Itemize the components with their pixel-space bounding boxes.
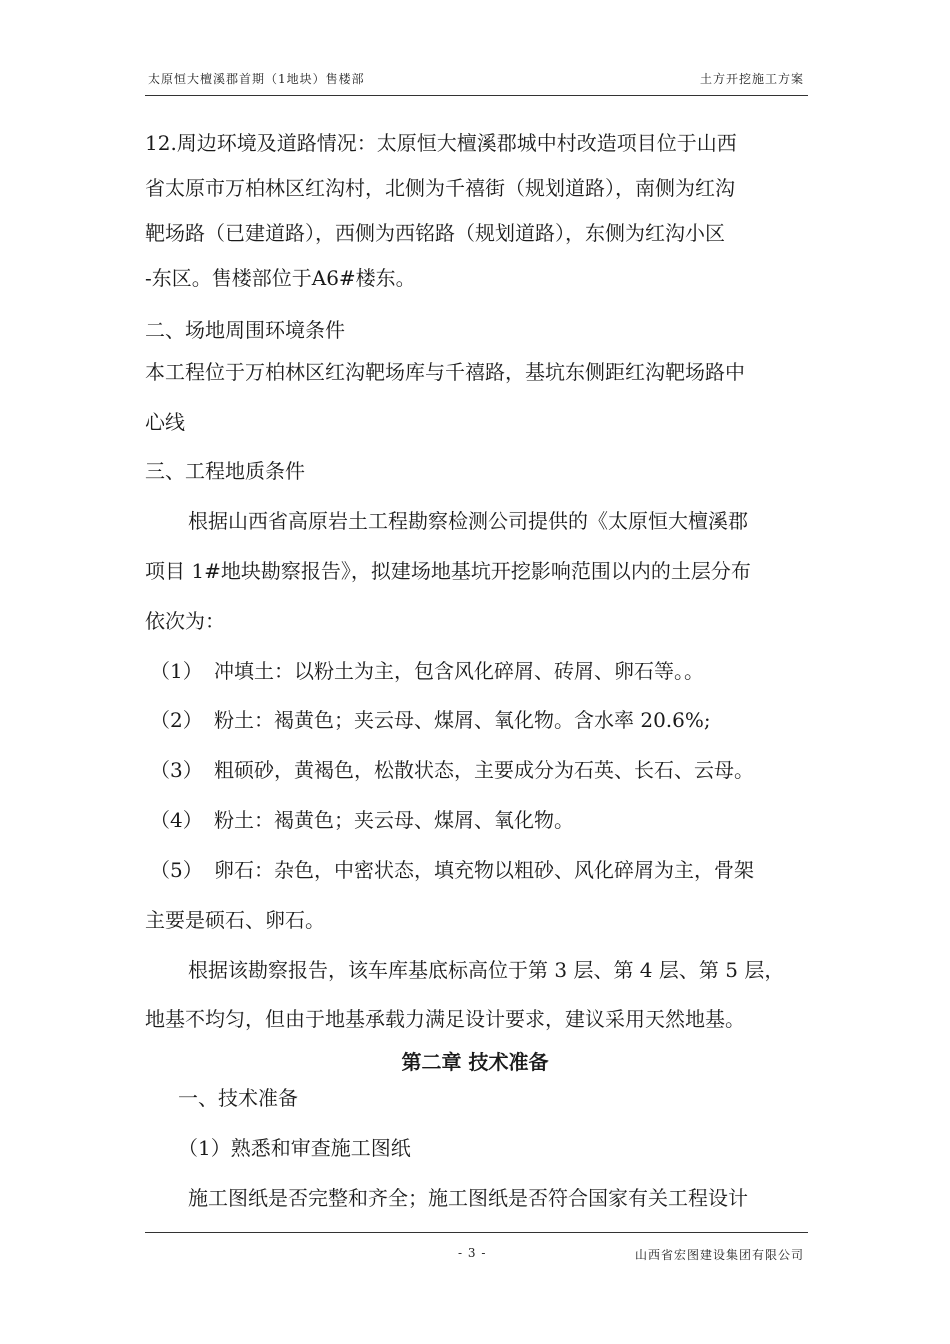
paragraph-line: 依次为：	[145, 609, 225, 633]
paragraph-line: 靶场路（已建道路），西侧为西铭路（规划道路），东侧为红沟小区	[145, 221, 725, 245]
layer-description: 卵石：杂色，中密状态，填充物以粗砂、风化碎屑为主，骨架	[214, 858, 754, 882]
layer-number: （1）	[150, 659, 203, 683]
layer-number: （5）	[150, 858, 203, 882]
header-project-title: 太原恒大檀溪郡首期（1地块）售楼部	[148, 72, 365, 86]
layer-number: （4）	[150, 808, 203, 832]
footer-company: 山西省宏图建设集团有限公司	[634, 1248, 804, 1262]
section-heading: 一、技术准备	[178, 1086, 298, 1110]
paragraph-line: -东区。售楼部位于A6#楼东。	[145, 266, 416, 290]
chapter-heading: 第二章 技术准备	[401, 1050, 549, 1074]
layer-number: （2）	[150, 708, 203, 732]
paragraph-line: 本工程位于万柏林区红沟靶场库与千禧路，基坑东侧距红沟靶场路中	[145, 360, 745, 384]
section-heading: 二、场地周围环境条件	[145, 318, 345, 342]
soil-layer-item	[150, 758, 754, 782]
soil-layer-item	[150, 659, 704, 683]
footer-rule	[145, 1232, 808, 1233]
paragraph-line: 根据该勘察报告，该车库基底标高位于第 3 层、第 4 层、第 5 层，	[188, 958, 785, 982]
subsection-heading: （1）熟悉和审查施工图纸	[178, 1136, 411, 1160]
layer-description: 冲填土：以粉土为主，包含风化碎屑、砖屑、卵石等。。	[214, 659, 704, 683]
paragraph-line: 施工图纸是否完整和齐全；施工图纸是否符合国家有关工程设计	[188, 1186, 748, 1210]
paragraph-line: 省太原市万柏林区红沟村，北侧为千禧街（规划道路），南侧为红沟	[145, 176, 735, 200]
paragraph-line: 心线	[145, 410, 185, 434]
paragraph-line: 地基不均匀，但由于地基承载力满足设计要求，建议采用天然地基。	[145, 1007, 745, 1031]
soil-layer-item	[150, 808, 574, 832]
header-doc-title: 土方开挖施工方案	[699, 72, 804, 86]
layer-description: 粉土：褐黄色；夹云母、煤屑、氧化物。	[214, 808, 574, 832]
header-rule	[145, 95, 808, 96]
paragraph-line: 主要是硕石、卵石。	[145, 908, 325, 932]
layer-description: 粉土：褐黄色；夹云母、煤屑、氧化物。含水率 20.6%;	[214, 708, 711, 732]
paragraph-line: 根据山西省高原岩土工程勘察检测公司提供的《太原恒大檀溪郡	[188, 509, 748, 533]
layer-description: 粗硕砂，黄褐色，松散状态，主要成分为石英、长石、云母。	[214, 758, 754, 782]
layer-number: （3）	[150, 758, 203, 782]
page-number: - 3 -	[458, 1246, 487, 1260]
soil-layer-item	[150, 708, 711, 732]
paragraph-line: 12.周边环境及道路情况：太原恒大檀溪郡城中村改造项目位于山西	[145, 131, 737, 155]
section-heading: 三、工程地质条件	[145, 459, 305, 483]
soil-layer-item	[150, 858, 754, 882]
paragraph-line: 项目 1#地块勘察报告》，拟建场地基坑开挖影响范围以内的土层分布	[145, 559, 751, 583]
